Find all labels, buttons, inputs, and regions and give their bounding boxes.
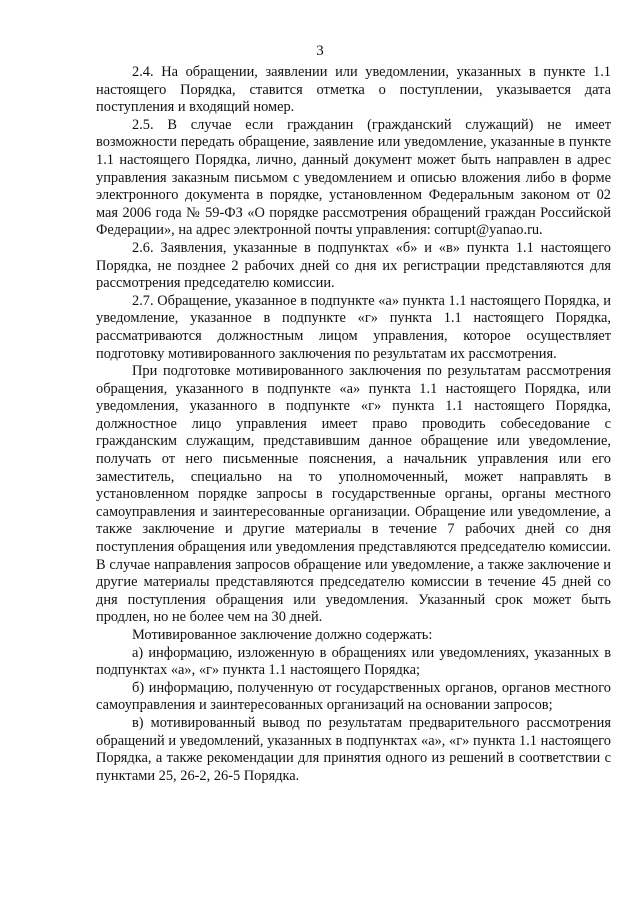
paragraph-2-4: 2.4. На обращении, заявлении или уведомлении, указанных в пункте 1.1 настоящего Порядка, ставится отметка о поступлении, указывается дата поступления и входящий номер. [96, 64, 611, 116]
paragraph-2-7: 2.7. Обращение, указанное в подпункте «а» пункта 1.1 настоящего Порядка, и уведомление, указанное в подпункте «г» пункта 1.1 настоящего Порядка, рассматриваются должностным лицом управления, которое осуществляет подготовку мотивированного заключения по результатам их рассмотрения. [96, 292, 611, 362]
paragraph-2-5: 2.5. В случае если гражданин (гражданский служащий) не имеет возможности передать обращение, заявление или уведомление, указанные в пункте 1.1 настоящего Порядка, лично, данный документ может быть направлен в адрес управления заказным письмом с уведомлением и описью вложения либо в форме электронного документа в порядке, установленном Федеральным законом от 02 мая 2006 года № 59-ФЗ «О порядке рассмотрения обращений граждан Российской Федерации», на адрес электронной почты управления: corrupt@yanao.ru. [96, 116, 611, 239]
paragraph-item-v: в) мотивированный вывод по результатам предварительного рассмотрения обращений и уведомлений, указанных в подпунктах «а», «г» пункта 1.1 настоящего Порядка, а также рекомендации для принятия одного из решений в соответствии с пунктами 25, 26-2, 26-5 Порядка. [96, 714, 611, 784]
document-body [96, 64, 611, 785]
paragraph-preparation: При подготовке мотивированного заключения по результатам рассмотрения обращения, указанного в подпункте «а» пункта 1.1 настоящего Порядка, или уведомления, указанного в подпункте «г» пункта 1.1 настоящего Порядка, должностное лицо управления имеет право проводить собеседование с гражданским служащим, представившим данное обращение или уведомление, получать от него письменные пояснения, а начальник управления или его заместитель, специально на то уполномоченный, может направлять в установленном порядке запросы в государственные органы, органы местного самоуправления и заинтересованные организации. Обращение или уведомление, а также заключение и другие материалы в течение 7 рабочих дней со дня поступления обращения или уведомления представляются председателю комиссии. В случае направления запросов обращение или уведомление, а также заключение и другие материалы представляются председателю комиссии в течение 45 дней со дня поступления обращения или уведомления. Указанный срок может быть продлен, но не более чем на 30 дней. [96, 363, 611, 626]
paragraph-item-b: б) информацию, полученную от государственных органов, органов местного самоуправления и заинтересованных организаций на основании запросов; [96, 679, 611, 714]
page-number: 3 [316, 43, 324, 59]
paragraph-item-a: а) информацию, изложенную в обращениях или уведомлениях, указанных в подпунктах «а», «г» пункта 1.1 настоящего Порядка; [96, 644, 611, 679]
paragraph-2-6: 2.6. Заявления, указанные в подпунктах «б» и «в» пункта 1.1 настоящего Порядка, не позднее 2 рабочих дней со дня их регистрации представляются для рассмотрения председателю комиссии. [96, 239, 611, 292]
paragraph-conclusion-intro: Мотивированное заключение должно содержать: [132, 627, 433, 643]
